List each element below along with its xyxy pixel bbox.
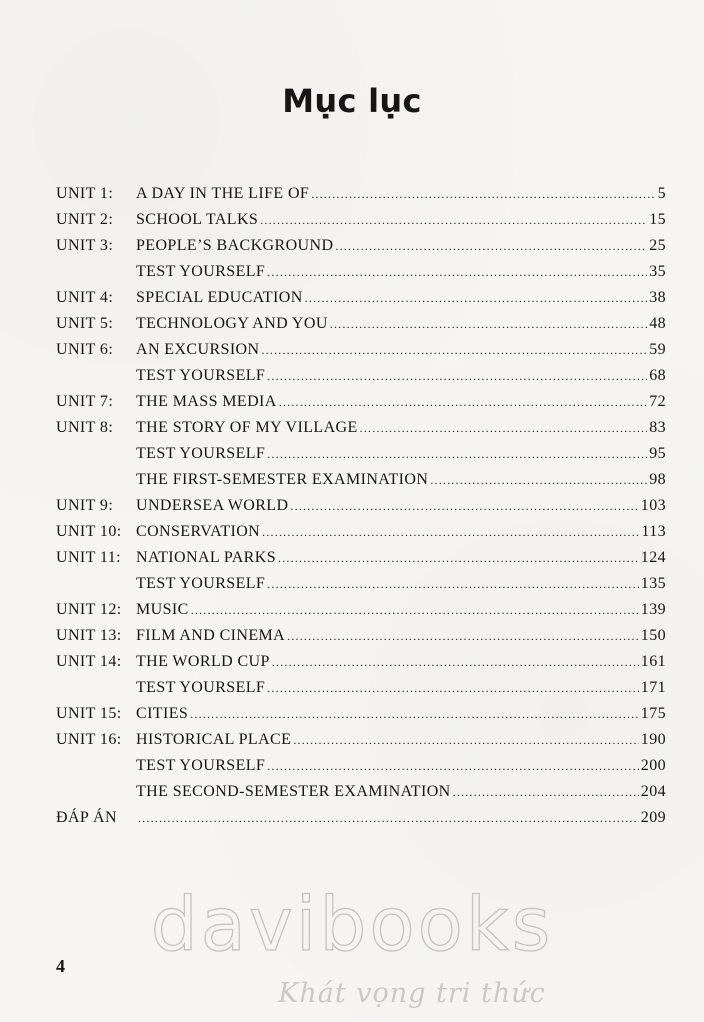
toc-row [56, 523, 666, 549]
toc-page-number: 25 [649, 237, 666, 254]
toc-entry-title: SCHOOL TALKS [136, 211, 259, 228]
toc-page-number: 59 [649, 341, 666, 358]
toc-page-number: 113 [641, 523, 666, 540]
toc-entry-title: TEST YOURSELF [136, 575, 266, 592]
toc-page-number: 103 [640, 497, 666, 514]
toc-row [56, 367, 666, 393]
toc-unit-label: UNIT 14: [56, 653, 122, 670]
toc-row [56, 341, 666, 367]
watermark [0, 882, 704, 1009]
toc-row [56, 731, 666, 757]
toc-entry-title: HISTORICAL PLACE [136, 731, 292, 748]
watermark-slogan: Khát vọng tri thức [278, 978, 546, 1009]
toc-dot-leader [267, 265, 647, 280]
toc-dot-leader [279, 395, 647, 410]
page-number: 4 [56, 956, 65, 976]
toc-dot-leader [290, 499, 638, 514]
toc-unit-label: UNIT 16: [56, 731, 122, 748]
toc-unit-label: UNIT 10: [56, 523, 122, 540]
toc-page-number: 124 [640, 549, 666, 566]
toc-dot-leader [260, 213, 647, 228]
toc-entry-title: FILM AND CINEMA [136, 627, 286, 644]
toc-row [56, 211, 666, 237]
toc-unit-label: UNIT 9: [56, 497, 114, 514]
toc-unit-label: UNIT 12: [56, 601, 122, 618]
toc-entry-title: TECHNOLOGY AND YOU [136, 315, 328, 332]
toc-entry-title: PEOPLE’S BACKGROUND [136, 237, 334, 254]
toc-dot-leader [360, 421, 648, 436]
toc-entry-title: CITIES [136, 705, 189, 722]
toc-dot-leader [305, 291, 648, 306]
toc-dot-leader [335, 239, 647, 254]
toc-row [56, 627, 666, 653]
toc-entry-title: THE MASS MEDIA [136, 393, 277, 410]
toc-dot-leader [138, 811, 639, 826]
toc-entry-title: TEST YOURSELF [136, 263, 266, 280]
toc-dot-leader [453, 785, 639, 800]
toc-dot-leader [191, 603, 639, 618]
toc-row [56, 185, 666, 211]
toc-page-number: 15 [649, 211, 666, 228]
toc-dot-leader [272, 655, 639, 670]
toc-dot-leader [311, 187, 655, 202]
toc-page-number: 190 [640, 731, 666, 748]
toc-dot-leader [267, 681, 639, 696]
toc-row [56, 679, 666, 705]
toc-page-number: 135 [640, 575, 666, 592]
toc-unit-label: UNIT 3: [56, 237, 114, 254]
toc-dot-leader [330, 317, 647, 332]
toc-unit-label: UNIT 5: [56, 315, 114, 332]
toc-entry-title: AN EXCURSION [136, 341, 260, 358]
toc-row [56, 783, 666, 809]
toc-page-number: 38 [649, 289, 666, 306]
toc-row [56, 757, 666, 783]
toc-row [56, 419, 666, 445]
toc-row [56, 809, 666, 835]
toc-row [56, 705, 666, 731]
toc-unit-label: UNIT 11: [56, 549, 121, 566]
toc-row [56, 263, 666, 289]
toc-unit-label: UNIT 2: [56, 211, 114, 228]
toc-entry-title: TEST YOURSELF [136, 679, 266, 696]
toc-dot-leader [262, 525, 639, 540]
toc-dot-leader [287, 629, 639, 644]
table-of-contents [56, 185, 666, 835]
watermark-logo-text: davibooks [150, 882, 554, 968]
toc-page-number: 68 [649, 367, 666, 384]
toc-entry-title: TEST YOURSELF [136, 445, 266, 462]
toc-dot-leader [293, 733, 638, 748]
toc-page-number: 150 [640, 627, 666, 644]
toc-page-number: 161 [640, 653, 666, 670]
toc-page-number: 204 [640, 783, 666, 800]
toc-page-number: 83 [649, 419, 666, 436]
toc-page-number: 200 [640, 757, 666, 774]
toc-entry-title: THE FIRST-SEMESTER EXAMINATION [136, 471, 429, 488]
toc-page-number: 48 [649, 315, 666, 332]
toc-page-number: 139 [640, 601, 666, 618]
toc-entry-title: UNDERSEA WORLD [136, 497, 289, 514]
toc-entry-title: TEST YOURSELF [136, 757, 266, 774]
toc-row [56, 237, 666, 263]
toc-row [56, 549, 666, 575]
toc-row [56, 471, 666, 497]
toc-unit-label: UNIT 7: [56, 393, 114, 410]
toc-page-number: 95 [649, 445, 666, 462]
toc-row [56, 445, 666, 471]
toc-page-number: 98 [649, 471, 666, 488]
toc-row [56, 393, 666, 419]
toc-entry-title: THE WORLD CUP [136, 653, 270, 670]
toc-dot-leader [267, 369, 647, 384]
toc-entry-title: A DAY IN THE LIFE OF [136, 185, 310, 202]
toc-unit-label: UNIT 4: [56, 289, 114, 306]
toc-page-number: 5 [657, 185, 666, 202]
toc-unit-label: UNIT 6: [56, 341, 114, 358]
toc-dot-leader [261, 343, 647, 358]
toc-entry-title: TEST YOURSELF [136, 367, 266, 384]
toc-dot-leader [267, 577, 639, 592]
toc-entry-title: THE SECOND-SEMESTER EXAMINATION [136, 783, 451, 800]
toc-page-number: 171 [640, 679, 666, 696]
toc-row [56, 653, 666, 679]
toc-unit-label: UNIT 1: [56, 185, 114, 202]
toc-dot-leader [267, 447, 647, 462]
toc-unit-label: UNIT 15: [56, 705, 122, 722]
toc-dot-leader [430, 473, 647, 488]
toc-entry-title: NATIONAL PARKS [136, 549, 276, 566]
toc-unit-label: UNIT 8: [56, 419, 114, 436]
toc-unit-label: ĐÁP ÁN [56, 809, 117, 826]
toc-row [56, 315, 666, 341]
toc-page-number: 175 [640, 705, 666, 722]
page-title: Mục lục [282, 82, 422, 120]
toc-dot-leader [278, 551, 639, 566]
toc-row [56, 575, 666, 601]
toc-row [56, 289, 666, 315]
toc-row [56, 601, 666, 627]
toc-row [56, 497, 666, 523]
toc-entry-title: THE STORY OF MY VILLAGE [136, 419, 358, 436]
toc-page-number: 209 [640, 809, 666, 826]
toc-unit-label: UNIT 13: [56, 627, 122, 644]
toc-dot-leader [267, 759, 639, 774]
toc-entry-title: MUSIC [136, 601, 189, 618]
toc-entry-title: SPECIAL EDUCATION [136, 289, 303, 306]
toc-entry-title: CONSERVATION [136, 523, 261, 540]
toc-dot-leader [190, 707, 639, 722]
toc-page-number: 72 [649, 393, 666, 410]
toc-page-number: 35 [649, 263, 666, 280]
